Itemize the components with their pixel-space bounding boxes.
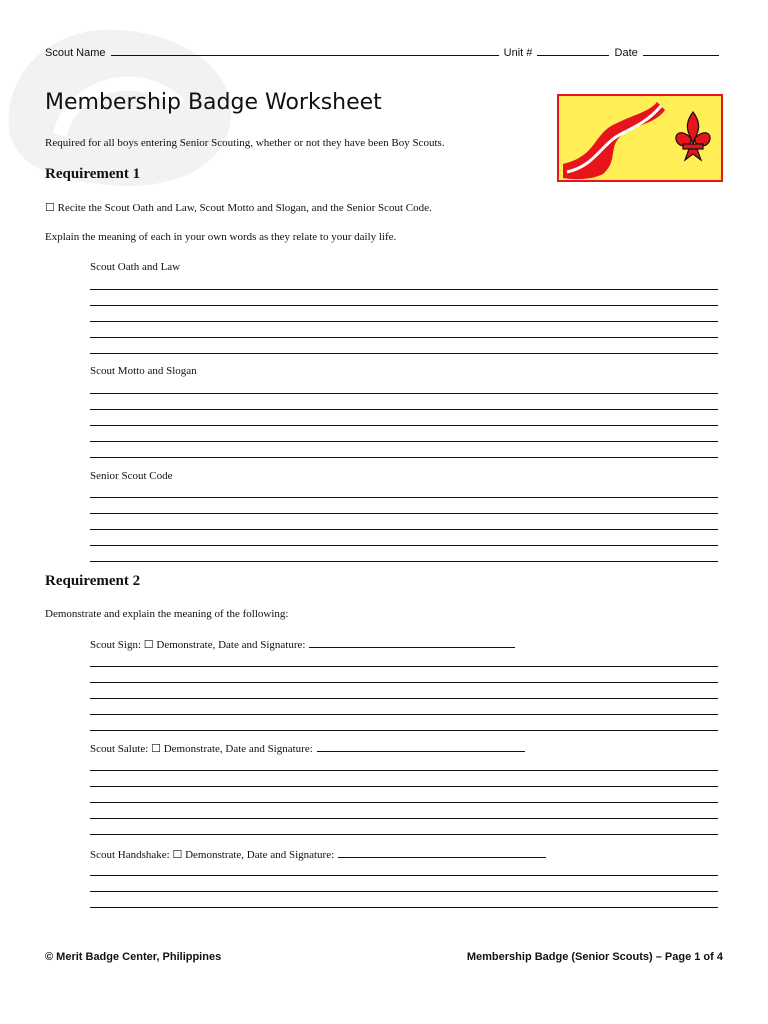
answer-lines-scout-sign[interactable]: [90, 651, 718, 731]
answer-lines-oath-law[interactable]: [90, 274, 718, 354]
scout-name-label: Scout Name: [45, 47, 106, 59]
date-label: Date: [614, 47, 638, 59]
footer-page-info: Membership Badge (Senior Scouts) – Page 1 of 4: [466, 951, 723, 963]
scout-sign-item: [90, 638, 515, 651]
requirement-1-heading: Requirement 1: [45, 166, 141, 182]
unit-field[interactable]: [537, 46, 609, 56]
date-field[interactable]: [643, 46, 719, 56]
answer-lines-scout-handshake[interactable]: [90, 860, 718, 908]
scout-handshake-label[interactable]: Scout Handshake: ☐ Demonstrate, Date and Signature:: [90, 849, 335, 861]
intro-text: Required for all boys entering Senior Scouting, whether or not they have been Boy Scouts.: [45, 137, 445, 149]
answer-lines-motto-slogan[interactable]: [90, 378, 718, 458]
requirement-2-intro: Demonstrate and explain the meaning of the following:: [45, 608, 289, 620]
scout-handshake-signature-field[interactable]: [338, 848, 546, 858]
topic-senior-code: Senior Scout Code: [90, 470, 173, 482]
requirement-1-item[interactable]: ☐ Recite the Scout Oath and Law, Scout Motto and Slogan, and the Senior Scout Code.: [45, 202, 432, 214]
unit-label: Unit #: [503, 47, 533, 59]
answer-lines-senior-code[interactable]: [90, 482, 718, 562]
answer-lines-scout-salute[interactable]: [90, 755, 718, 835]
requirement-2-heading: Requirement 2: [45, 573, 141, 589]
topic-motto-slogan: Scout Motto and Slogan: [90, 365, 197, 377]
senior-scout-emblem-icon: [557, 94, 723, 182]
header-fields: [45, 46, 721, 59]
page-title: Membership Badge Worksheet: [45, 90, 382, 115]
scout-salute-label[interactable]: Scout Salute: ☐ Demonstrate, Date and Signature:: [90, 743, 313, 755]
scout-sign-signature-field[interactable]: [309, 638, 515, 648]
requirement-1-explain: Explain the meaning of each in your own words as they relate to your daily life.: [45, 231, 397, 243]
scout-salute-item: [90, 742, 525, 755]
scout-salute-signature-field[interactable]: [317, 742, 525, 752]
topic-oath-law: Scout Oath and Law: [90, 261, 181, 273]
scout-name-field[interactable]: [111, 46, 499, 56]
scout-sign-label[interactable]: Scout Sign: ☐ Demonstrate, Date and Signature:: [90, 639, 306, 651]
footer-copyright: © Merit Badge Center, Philippines: [45, 951, 222, 963]
